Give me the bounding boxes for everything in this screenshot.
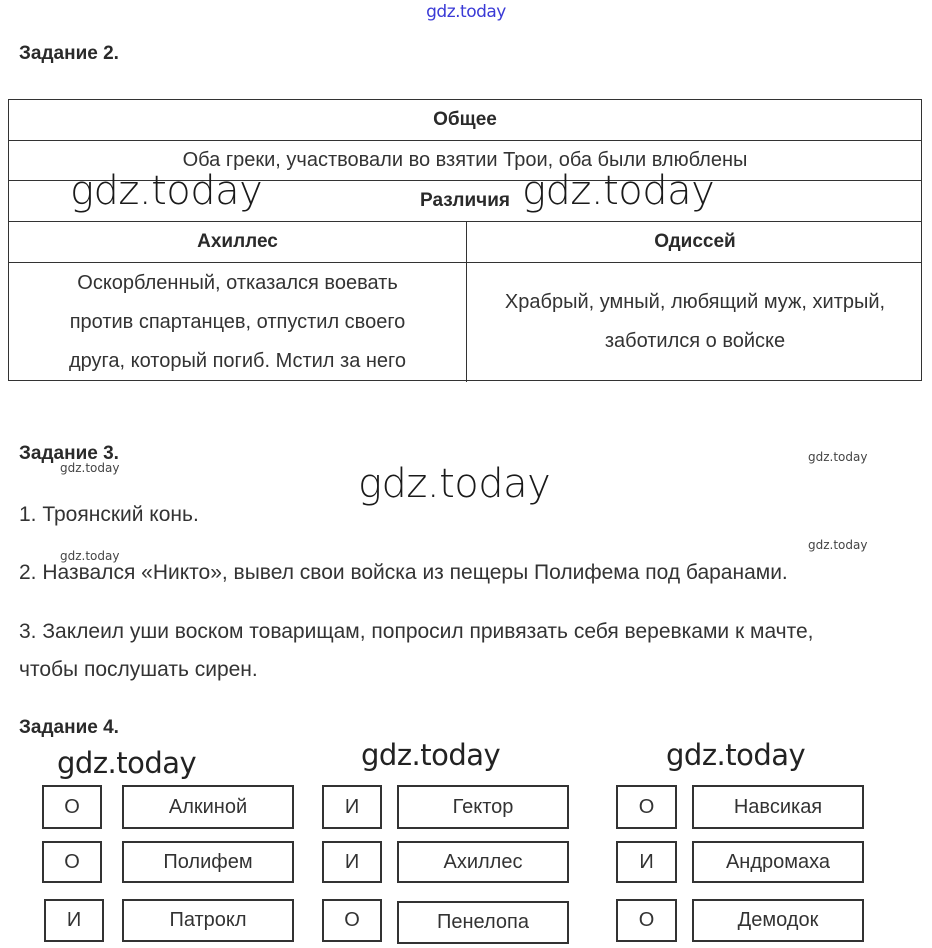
achilles-line-1: Оскорбленный, отказался воевать [77,271,398,294]
name-box: Ахиллес [397,841,569,883]
name-box: Патрокл [122,899,294,942]
task2-title: Задание 2. [19,43,119,64]
task3-item-1: 1. Троянский конь. [19,503,199,526]
watermark-task4-col1: gdz.today [57,746,197,780]
name-box: Алкиной [122,785,294,829]
odysseus-line-2: заботился о войске [604,330,786,352]
watermark-task4-col3: gdz.today [666,738,806,772]
watermark-small: gdz.today [60,461,120,475]
watermark-table-right: gdz.today [522,168,715,214]
achilles-line-2: против спартанцев, отпустил своего [69,310,406,333]
columns-body-row [9,263,921,381]
task3-item-3-cont: чтобы послушать сирен. [19,658,258,681]
watermark-small: gdz.today [808,538,868,552]
achilles-line-3: друга, который погиб. Мстил за него [68,349,407,372]
column-divider [466,222,467,382]
name-box: Гектор [397,785,569,829]
task3-item-2: 2. Назвался «Никто», вывел свои войска из пещеры Полифема под баранами. [19,561,788,584]
mark-box: О [42,785,102,829]
watermark-task3-center: gdz.today [358,461,551,507]
odysseus-line-1: Храбрый, умный, любящий муж, хитрый, [504,291,886,313]
mark-box: И [322,841,382,883]
name-box: Полифем [122,841,294,883]
mark-box: И [44,899,104,942]
columns-header-row [9,222,921,263]
watermark-task4-col2: gdz.today [361,738,501,772]
mark-box: О [616,899,677,942]
achilles-header: Ахиллес [197,231,278,252]
watermark-small: gdz.today [60,549,120,563]
differences-header: Различия [420,190,510,211]
common-header: Общее [433,109,497,130]
name-box: Андромаха [692,841,864,883]
mark-box: О [322,899,382,942]
watermark-top: gdz.today [426,2,506,22]
odysseus-header: Одиссей [654,231,736,252]
name-box: Демодок [692,899,864,942]
mark-box: О [616,785,677,829]
mark-box: И [616,841,677,883]
mark-box: О [42,841,102,883]
name-box: Навсикая [692,785,864,829]
common-header-row [9,100,921,141]
mark-box: И [322,785,382,829]
task3-item-3: 3. Заклеил уши воском товарищам, попросил привязать себя веревками к мачте, [19,620,814,643]
watermark-table-left: gdz.today [70,168,263,214]
task3-title: Задание 3. [19,443,119,464]
task4-title: Задание 4. [19,717,119,738]
watermark-small: gdz.today [808,450,868,464]
name-box: Пенелопа [397,901,569,944]
comparison-table [8,99,922,381]
common-text: Оба греки, участвовали во взятии Трои, оба были влюблены [182,149,748,171]
